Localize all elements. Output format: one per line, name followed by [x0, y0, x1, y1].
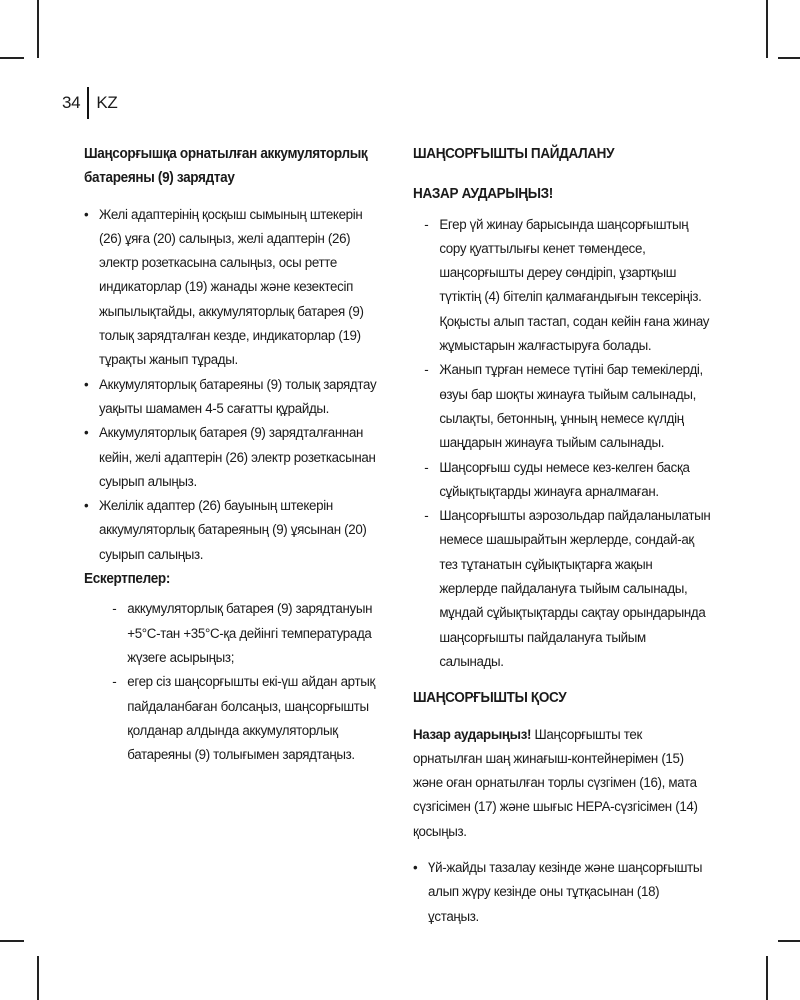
- list-item: • Аккумуляторлық батареяны (9) толық зарядтау уақыты шамамен 4-5 сағатты құрайды.: [84, 373, 379, 422]
- assembly-text: Шаңсорғышты тек орнатылған шаң жинағыш-контейнерімен (15) және оған орнатылған торлы сүзгімен (16), мата сүзгісімен (17) және шығыс НЕРА-сүзгісімен (14) қосыңыз.: [413, 726, 698, 840]
- list-item: • Желілік адаптер (26) бауының штекерін аккумуляторлық батареяның (9) ұясынан (20) суырып салыңыз.: [84, 494, 379, 567]
- left-column: [84, 142, 398, 767]
- notes-list: [84, 597, 379, 767]
- charging-heading: Шаңсорғышқа орнатылған аккумуляторлық батареяны (9) зарядтау: [84, 146, 368, 187]
- list-item: - аккумуляторлық батарея (9) зарядтануын +5°С-тан +35°С-қа дейінгі температурада жүзеге асырыңыз;: [112, 597, 379, 670]
- assembly-section-title: ШАҢСОРҒЫШТЫ ҚОСУ: [413, 690, 567, 707]
- assembly-list: [413, 856, 712, 929]
- crop-mark: [778, 940, 800, 942]
- list-item: • Желі адаптерінің қосқыш сымының штекерін (26) ұяға (20) салыңыз, желі адаптерін (26) электр розеткасына салыңыз, осы ретте индикаторлар (19) жанады және кезектесіп жыпылықтайды, аккумуляторлық батарея (9) толық зарядталған кезде, индикаторлар (19) тұрақты жанып тұрады.: [84, 203, 379, 373]
- page-number: 34: [62, 93, 81, 112]
- assembly-paragraph: [413, 723, 712, 844]
- attention-list: [413, 213, 712, 675]
- list-item: • Аккумуляторлық батарея (9) зарядталғаннан кейін, желі адаптерін (26) электр розеткасынан суырып алыңыз.: [84, 421, 379, 494]
- assembly-lead: Назар аударыңыз!: [413, 726, 532, 743]
- list-item: - Шаңсорғышты аэрозольдар пайдаланылатын немесе шашырайтын жерлерде, сондай-ақ тез тұтанатын сұйықтықтарға жақын жерлерде пайдалануға тыйым салынады, мұндай сұйықтықтарды сақтау орындарында шаңсорғышты пайдалануға тыйым салынады.: [424, 504, 712, 674]
- crop-mark: [37, 0, 39, 58]
- language-code: KZ: [96, 93, 118, 112]
- crop-mark: [766, 0, 768, 58]
- list-item: • Үй-жайды тазалау кезінде және шаңсорғышты алып жүру кезінде оны тұтқасынан (18) ұстаңыз.: [413, 856, 712, 929]
- crop-mark: [37, 956, 39, 1000]
- crop-mark: [0, 940, 24, 942]
- list-item: - Егер үй жинау барысында шаңсорғыштың сору қуаттылығы кенет төмендесе, шаңсорғышты дереу сөндіріп, ұзартқыш түтіктің (4) бітеліп қалмағандығын тексеріңіз. Қоқысты алып тастап, содан кейін ғана жинау жұмыстарын жалғастыруға болады.: [424, 213, 712, 359]
- crop-mark: [766, 956, 768, 1000]
- list-item: - егер сіз шаңсорғышты екі-үш айдан артық пайдаланбаған болсаңыз, шаңсорғышты қолданар алдында аккумуляторлық батареяны (9) толығымен зарядтаңыз.: [112, 670, 379, 767]
- notes-title: Ескертпелер:: [84, 571, 171, 588]
- right-column: [413, 142, 731, 929]
- usage-section-title: ШАҢСОРҒЫШТЫ ПАЙДАЛАНУ: [413, 146, 615, 162]
- crop-mark: [0, 57, 24, 59]
- list-item: - Шаңсорғыш суды немесе кез-келген басқа сұйықтықтарды жинауға арналмаған.: [424, 456, 712, 505]
- charging-steps-list: [84, 203, 379, 567]
- list-item: - Жанып тұрған немесе түтіні бар темекілерді, өзуы бар шоқты жинауға тыйым салынады, сылақты, бетонның, ұнның немесе күлдің шаңдарын жинауға тыйым салынады.: [424, 358, 712, 455]
- crop-mark: [778, 57, 800, 59]
- page-header: [62, 86, 117, 120]
- attention-title: НАЗАР АУДАРЫҢЫЗ!: [413, 186, 553, 203]
